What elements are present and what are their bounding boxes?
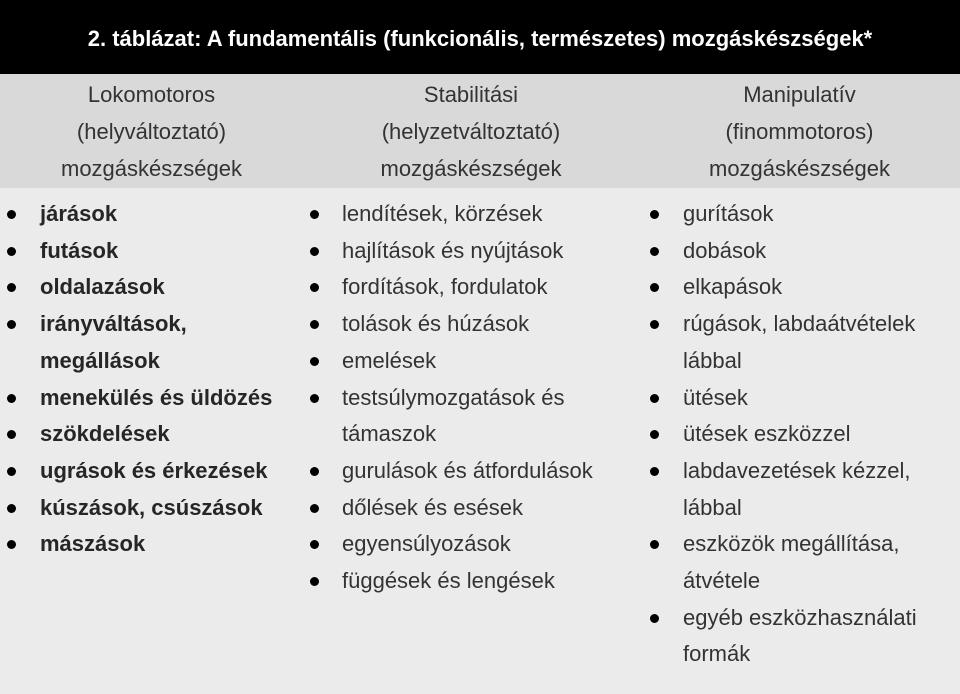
- list-item-text: támaszok: [342, 421, 437, 447]
- list-item: [0, 306, 960, 379]
- header-row: [0, 74, 960, 188]
- list-item-text: gurítások: [683, 201, 774, 226]
- list-item-text: irányváltások,: [40, 311, 187, 337]
- list-item: [0, 453, 960, 526]
- table-title: 2. táblázat: A fundamentális (funkcionális, természetes) mozgáskészségek*: [0, 0, 960, 74]
- bullet-icon: [650, 467, 659, 476]
- list-item-text: egyéb eszközhasználati: [683, 604, 917, 630]
- list-item-text: oldalazások: [40, 274, 165, 300]
- list-item-text: fordítások, fordulatok: [342, 274, 548, 300]
- list-item-text: megállások: [40, 347, 160, 373]
- list-item-text: lábbal: [683, 494, 742, 520]
- list-item-text: testsúlymozgatások és: [342, 384, 565, 410]
- list-item-text: eszközök megállítása,: [683, 531, 900, 557]
- list-item-text: mászások: [40, 531, 146, 557]
- header-line: (helyzetváltoztató): [381, 118, 561, 144]
- bullet-icon: [650, 320, 659, 329]
- list-item-text: labdavezetések kézzel,: [683, 457, 911, 483]
- list-item-text: egyensúlyozások: [342, 531, 511, 557]
- list-item: [0, 380, 960, 417]
- header-line: mozgáskészségek: [61, 155, 242, 181]
- header-line: Lokomotoros: [87, 81, 216, 107]
- bullet-icon: [650, 540, 659, 549]
- list-item-text: dobások: [683, 237, 767, 263]
- header-line: Manipulatív: [743, 81, 856, 107]
- list-item: [0, 416, 960, 453]
- list-item-text: futások: [40, 237, 119, 263]
- list-item-text: kúszások, csúszások: [40, 494, 263, 520]
- list-item-text: rúgások, labdaátvételek: [683, 311, 916, 337]
- list-item-text: járások: [40, 201, 118, 226]
- list-item-text: szökdelések: [40, 421, 170, 447]
- list-item-text: ugrások és érkezések: [40, 457, 268, 483]
- bullet-icon: [650, 247, 659, 256]
- header-line: mozgáskészségek: [380, 155, 562, 181]
- header-line: Stabilitási: [423, 81, 519, 107]
- bullet-icon: [650, 210, 659, 219]
- list-item-text: dőlések és esések: [342, 494, 523, 520]
- bullet-icon: [650, 283, 659, 292]
- bullet-icon: [650, 430, 659, 439]
- header-line: mozgáskészségek: [709, 155, 890, 181]
- list-item-text: gurulások és átfordulások: [342, 457, 593, 483]
- list-item-text: lendítések, körzések: [342, 201, 543, 226]
- header-manipulativ: [639, 74, 960, 188]
- header-line: (helyváltoztató): [76, 118, 227, 144]
- list-item-text: elkapások: [683, 274, 783, 300]
- list-item: [0, 600, 960, 673]
- list-item-text: ütések: [683, 384, 748, 410]
- list-item: [0, 526, 960, 599]
- header-line: (finommotoros): [725, 118, 874, 144]
- list-item: [0, 233, 960, 270]
- list-item: [0, 269, 960, 306]
- header-lokomotoros: [0, 74, 303, 188]
- manipulativ-list: [0, 196, 960, 673]
- list-item-text: függések és lengések: [342, 568, 555, 594]
- list-item-text: menekülés és üldözés: [40, 384, 273, 410]
- bullet-icon: [650, 614, 659, 623]
- list-item-text: emelések: [342, 347, 437, 373]
- list-item-text: tolások és húzások: [342, 311, 530, 337]
- header-stabilitasi: [303, 74, 639, 188]
- list-item-text: hajlítások és nyújtások: [342, 237, 564, 263]
- list-item-text: átvétele: [683, 568, 761, 594]
- list-item-text: lábbal: [683, 347, 742, 373]
- bullet-icon: [650, 394, 659, 403]
- list-item-text: ütések eszközzel: [683, 421, 851, 447]
- list-item-text: formák: [683, 641, 751, 667]
- list-item: [0, 196, 960, 233]
